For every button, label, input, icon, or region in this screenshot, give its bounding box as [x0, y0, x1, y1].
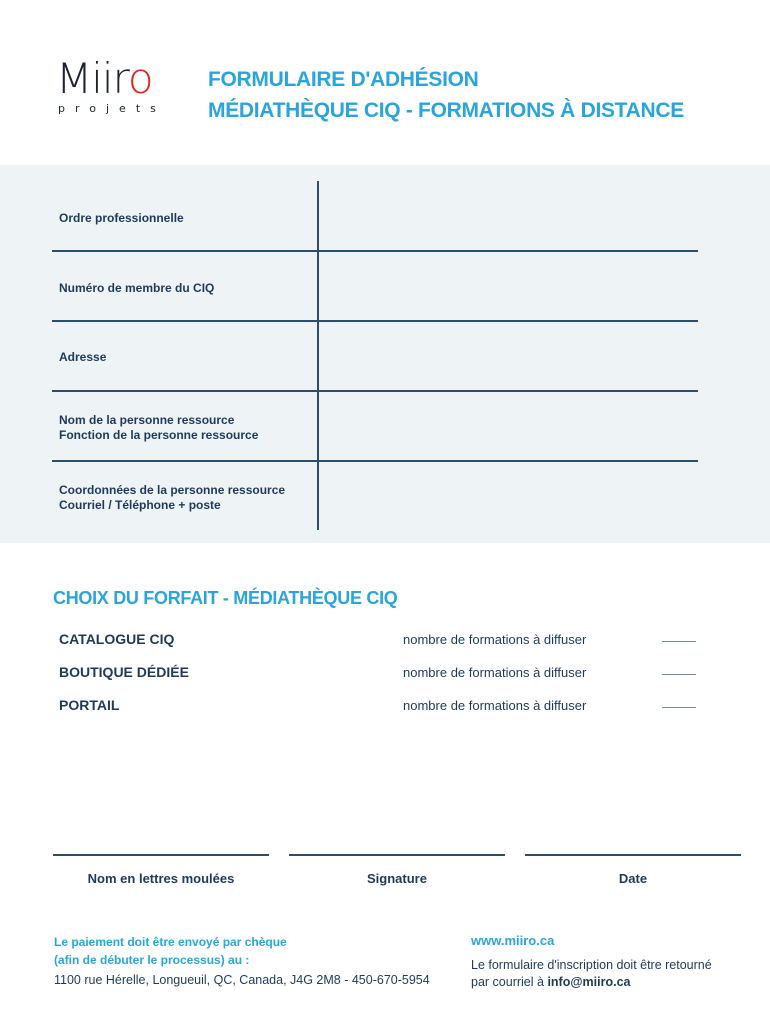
field-label-adresse: Adresse	[59, 350, 107, 364]
field-line-ordre[interactable]	[52, 250, 698, 252]
signature-line[interactable]	[289, 854, 505, 856]
form-title-line2: MÉDIATHÈQUE CIQ - FORMATIONS À DISTANCE	[208, 99, 684, 122]
miiro-logo	[56, 54, 166, 115]
field-label-courriel: Courriel / Téléphone + poste	[59, 498, 221, 512]
forfait-section-title: CHOIX DU FORFAIT - MÉDIATHÈQUE CIQ	[53, 588, 398, 608]
forfait-quantity-blank[interactable]	[662, 707, 696, 708]
forfait-row-portail	[59, 697, 709, 717]
field-label-personne	[59, 413, 258, 443]
return-note-prefix: par courriel à	[471, 975, 548, 989]
field-label-nom-personne: Nom de la personne ressource	[59, 413, 235, 427]
forfait-name: BOUTIQUE DÉDIÉE	[59, 664, 189, 680]
field-line-personne[interactable]	[52, 460, 698, 462]
date-label: Date	[618, 871, 648, 886]
logo-wordmark: Miiro	[56, 54, 153, 103]
forfait-desc: nombre de formations à diffuser	[403, 632, 587, 647]
return-email-link[interactable]: info@miiro.ca	[547, 975, 631, 989]
signature-label: Signature	[367, 871, 427, 886]
field-label-coordonnees: Coordonnées de la personne ressource	[59, 483, 286, 497]
return-note-line1: Le formulaire d'inscription doit être retourné	[471, 958, 712, 972]
forfait-name: CATALOGUE CIQ	[59, 631, 175, 647]
field-line-adresse[interactable]	[52, 390, 698, 392]
nom-lettres-label: Nom en lettres moulées	[87, 871, 235, 886]
forfait-desc: nombre de formations à diffuser	[403, 665, 587, 680]
field-label-ordre: Ordre professionnelle	[59, 211, 184, 225]
forfait-row-catalogue	[59, 631, 709, 651]
panel-vertical-divider	[317, 181, 319, 530]
field-label-coordonnees-group	[59, 483, 285, 513]
website-link[interactable]: www.miiro.ca	[471, 933, 555, 948]
forfait-quantity-blank[interactable]	[662, 641, 696, 642]
payment-note	[54, 933, 287, 969]
forfait-desc: nombre de formations à diffuser	[403, 698, 587, 713]
mailing-address: 1100 rue Hérelle, Longueuil, QC, Canada, J4G 2M8 - 450-670-5954	[54, 973, 430, 987]
return-note	[471, 957, 712, 991]
forfait-quantity-blank[interactable]	[662, 674, 696, 675]
nom-signature-line[interactable]	[53, 854, 269, 856]
return-note-line2	[471, 974, 712, 991]
field-line-numero[interactable]	[52, 320, 698, 322]
payment-note-line1: Le paiement doit être envoyé par chèque	[54, 935, 287, 949]
form-title-line1: FORMULAIRE D'ADHÉSION	[208, 68, 479, 91]
field-label-numero: Numéro de membre du CIQ	[59, 281, 215, 295]
payment-note-line2: (afin de débuter le processus) au :	[54, 953, 250, 967]
date-line[interactable]	[525, 854, 741, 856]
forfait-name: PORTAIL	[59, 697, 120, 713]
form-title	[208, 64, 684, 126]
forfait-row-boutique	[59, 664, 709, 684]
logo-subtitle: projets	[58, 102, 166, 115]
field-label-fonction-personne: Fonction de la personne ressource	[59, 428, 259, 442]
